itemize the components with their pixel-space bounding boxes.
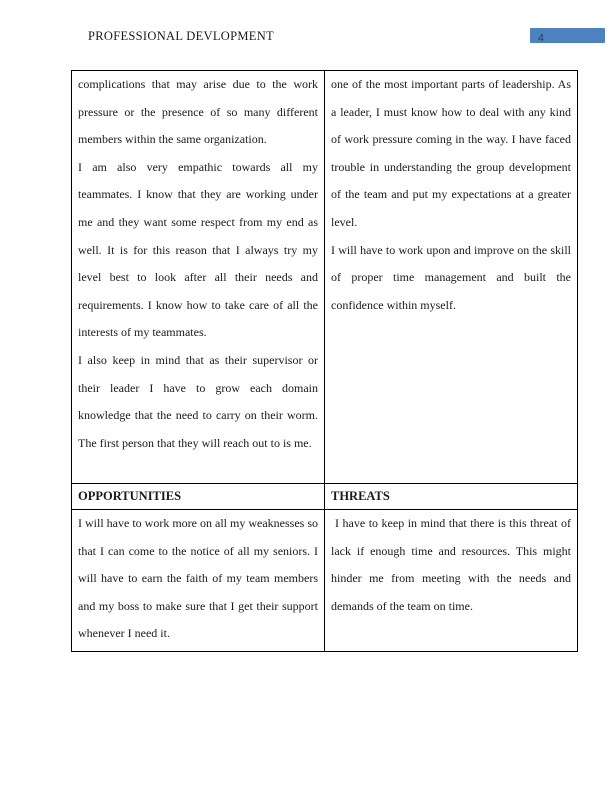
leadership-continuation-cell bbox=[325, 71, 578, 484]
paragraph: I will have to work more on all my weaknesses so that I can come to the notice of all my seniors. I will have to earn the faith of my team members and my boss to make sure that I get their support whenever I need it. bbox=[78, 516, 318, 641]
table-header-row bbox=[72, 484, 578, 510]
opportunities-cell bbox=[72, 510, 325, 652]
paragraph: I have to keep in mind that there is this threat of lack if enough time and resources. This might hinder me from meeting with the needs and demands of the team on time. bbox=[331, 516, 571, 613]
opportunities-header-cell: OPPORTUNITIES bbox=[72, 484, 325, 510]
table-row bbox=[72, 510, 578, 652]
paragraph: complications that may arise due to the work pressure or the presence of so many different members within the same organization. bbox=[78, 77, 318, 147]
paragraph: I am also very empathic towards all my teammates. I know that they are working under me and they want some respect from my end as well. It is for this reason that I always try my level best to look after all their needs and requirements. I know how to take care of all the interests of my teammates. bbox=[78, 159, 318, 340]
paragraph: one of the most important parts of leadership. As a leader, I must know how to deal with any kind of work pressure coming in the way. I have faced trouble in understanding the group development of the team and put my expectations at a greater level. bbox=[331, 77, 571, 229]
weaknesses-continuation-cell bbox=[72, 71, 325, 484]
table-row bbox=[72, 71, 578, 484]
paragraph: I also keep in mind that as their supervisor or their leader I have to grow each domain knowledge that the need to carry on their worm. The first person that they will reach out to is me. bbox=[78, 352, 318, 450]
paragraph: I will have to work upon and improve on the skill of proper time management and built the confidence within myself. bbox=[331, 242, 571, 312]
swot-table bbox=[71, 70, 578, 652]
threats-cell bbox=[325, 510, 578, 652]
document-header-title: PROFESSIONAL DEVLOPMENT bbox=[88, 29, 274, 43]
threats-header-cell: THREATS bbox=[325, 484, 578, 510]
page-number-value: 4 bbox=[538, 32, 544, 44]
page-number-badge bbox=[530, 28, 605, 43]
